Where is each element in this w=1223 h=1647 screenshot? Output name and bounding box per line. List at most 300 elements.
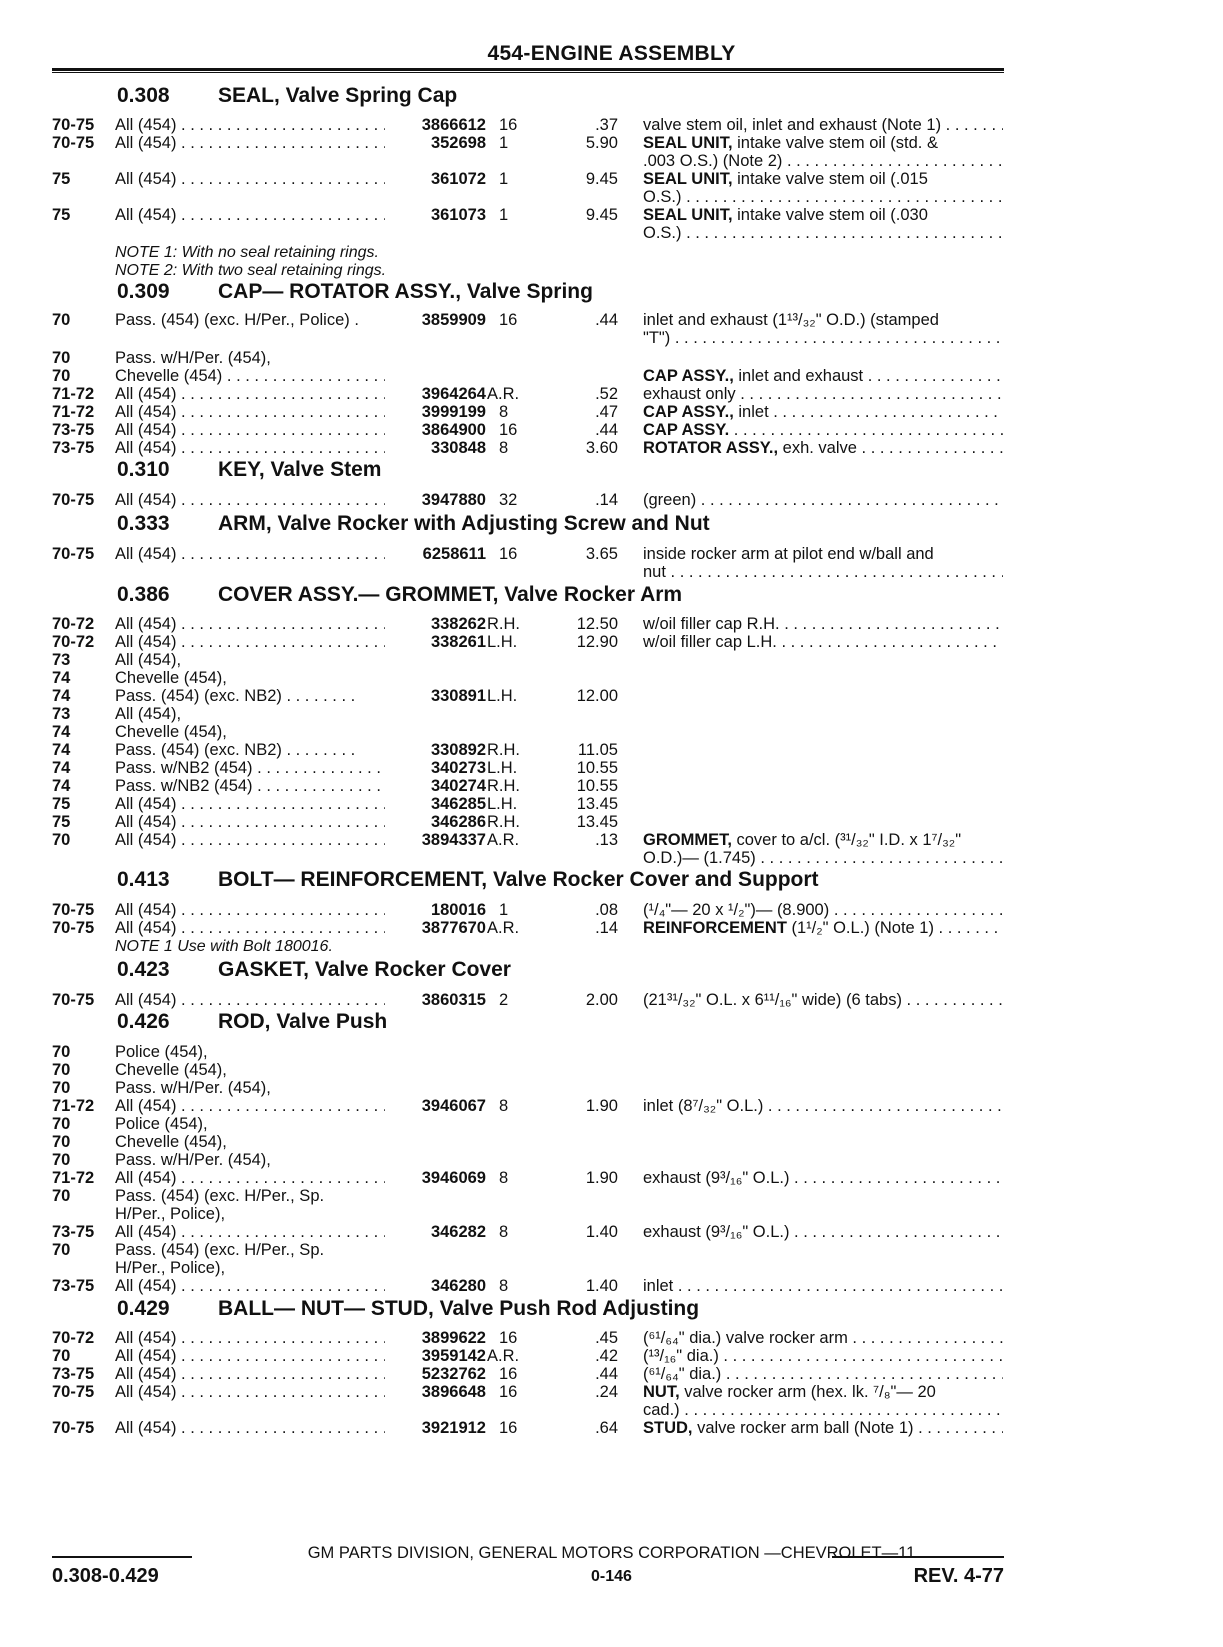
part-suffix: A.R. [487,831,520,849]
section-heading [0,1010,1223,1036]
remark [643,206,1003,225]
section-title: BOLT— REINFORCEMENT, Valve Rocker Cover and Support [218,868,819,891]
model-year: 70 [52,1061,71,1079]
quantity: 8 [499,1223,509,1241]
parts-row [0,705,1223,724]
application-desc: All (454) . . . [115,403,385,422]
remark-text: (green) [643,491,697,509]
section-note: NOTE 1: With no seal retaining rings. [115,244,379,261]
application-desc: All (454) . . . [115,813,385,832]
application-desc: All (454) . . . [115,633,385,652]
application-desc: All (454) . . . [115,615,385,634]
application-desc: Pass. (454) (exc. NB2) . . . . . . . . [115,741,356,759]
model-year: 71-72 [52,385,95,403]
remark-part-name: REINFORCEMENT [643,919,787,937]
part-number: 361072 [430,170,486,188]
price: .47 [595,403,618,421]
remark-text: w/oil filler cap R.H. [643,615,780,633]
parts-row [0,1241,1223,1260]
parts-row [0,723,1223,742]
footer-division: GM PARTS DIVISION, GENERAL MOTORS CORPORATION —CHEVROLET—11 [307,1544,916,1562]
section-title: BALL— NUT— STUD, Valve Push Rod Adjusting [218,1297,700,1320]
part-number: 3894337 [421,831,486,849]
part-number: 3866612 [421,116,486,134]
part-number: 3860315 [421,991,486,1009]
application-desc: All (454) . . . [115,1329,385,1348]
model-year: 74 [52,741,71,759]
quantity: 1 [499,901,509,919]
remark-part-name: SEAL UNIT, [643,206,733,224]
part-number: 330891 [430,687,486,705]
remark-part-name: ROTATOR ASSY., [643,439,779,457]
price: 10.55 [576,759,618,777]
section-title: ROD, Valve Push [218,1010,388,1033]
quantity: 16 [499,1419,518,1437]
application-desc: All (454) . . . [115,206,385,225]
footer-group-range: 0.308-0.429 [52,1565,159,1587]
part-number: 3859909 [421,311,486,329]
quantity: 16 [499,1383,518,1401]
application-desc: All (454) . . . [115,421,385,440]
application-desc: Pass. (454) (exc. H/Per., Police) . [115,311,359,329]
application-desc: All (454) . . . [115,170,385,189]
parts-row [0,1401,1223,1420]
quantity: 16 [499,1365,518,1383]
model-year: 70 [52,1115,71,1133]
parts-row [0,491,1223,510]
part-number: 361073 [430,206,486,224]
price: 5.90 [585,134,618,152]
remark [643,134,1003,153]
price: .52 [595,385,618,403]
model-year: 75 [52,795,71,813]
remark [643,545,1003,564]
model-year: 70-75 [52,901,95,919]
section-number: 0.333 [117,512,170,535]
parts-row [0,385,1223,404]
quantity: 1 [499,206,509,224]
section-heading [0,84,1223,110]
quantity: 16 [499,545,518,563]
model-year: 70-75 [52,919,95,937]
application-desc: Pass. w/NB2 (454) . . . [115,777,385,796]
parts-row [0,687,1223,706]
part-suffix: R.H. [487,813,520,831]
remark [643,1383,1003,1402]
part-suffix: A.R. [487,919,520,937]
part-number: 338261 [430,633,486,651]
price: .44 [595,311,618,329]
remark-text: (21³¹/₃₂" O.L. x 6¹¹/₁₆" wide) (6 tabs) [643,991,902,1009]
section-heading [0,1297,1223,1323]
remark-part-name: CAP ASSY. [643,421,730,439]
remark-text: O.D.)— (1.745) [643,849,756,867]
application-desc: Pass. (454) (exc. NB2) . . . . . . . . [115,687,356,705]
part-number: 3947880 [421,491,486,509]
model-year: 71-72 [52,1097,95,1115]
part-number: 346282 [430,1223,486,1241]
parts-row [0,206,1223,225]
parts-row [0,651,1223,670]
model-year: 70 [52,1133,71,1151]
parts-row [0,1347,1223,1366]
price: 3.60 [585,439,618,457]
price: 12.90 [576,633,618,651]
model-year: 73 [52,651,71,669]
remark-text: (1¹/₂" O.L.) (Note 1) [786,919,934,937]
remark [643,188,1003,207]
section-heading [0,458,1223,484]
remark-text: inlet [733,403,769,421]
remark [643,311,1003,330]
page-title: 454-ENGINE ASSEMBLY [487,42,736,65]
section-heading [0,512,1223,538]
model-year: 70-75 [52,1383,95,1401]
model-year: 70 [52,1347,71,1365]
application-desc: Police (454), [115,1115,208,1133]
remark-text: valve rocker arm (hex. lk. ⁷/₈"— 20 [679,1383,936,1401]
price: .45 [595,1329,618,1347]
header-rule [52,68,1004,73]
remark-text: intake valve stem oil (.030 [732,206,928,224]
part-number: 352698 [430,134,486,152]
part-number: 3999199 [421,403,486,421]
price: .42 [595,1347,618,1365]
parts-row [0,901,1223,920]
part-number: 5232762 [421,1365,486,1383]
section-number: 0.423 [117,958,170,981]
model-year: 73-75 [52,439,95,457]
remark [643,1277,1003,1296]
remark [643,152,1003,171]
quantity: 2 [499,991,509,1009]
parts-row [0,421,1223,440]
model-year: 75 [52,170,71,188]
part-number: 180016 [430,901,486,919]
parts-row [0,813,1223,832]
remark-text: inlet (8⁷/₃₂" O.L.) [643,1097,764,1115]
remark [643,1419,1003,1438]
parts-row [0,367,1223,386]
model-year: 74 [52,723,71,741]
section-heading [0,583,1223,609]
application-desc: All (454) . . . [115,134,385,153]
remark-text: (⁶¹/₆₄" dia.) [643,1365,722,1383]
parts-row [0,1383,1223,1402]
part-number: 340274 [430,777,486,795]
section-title: CAP— ROTATOR ASSY., Valve Spring [218,280,593,303]
remark [643,831,1003,850]
parts-row [0,1223,1223,1242]
remark [643,224,1003,243]
price: 9.45 [585,170,618,188]
remark-text: (¹/₄"— 20 x ¹/₂")— (8.900) [643,901,830,919]
model-year: 70 [52,1079,71,1097]
section-note: NOTE 2: With two seal retaining rings. [115,262,387,279]
application-desc: All (454) . . . [115,545,385,564]
application-desc: All (454) . . . [115,1383,385,1402]
part-number: 3946069 [421,1169,486,1187]
application-desc: Chevelle (454), [115,1133,227,1151]
remark [643,1347,1003,1366]
price: 13.45 [576,795,618,813]
price: .44 [595,1365,618,1383]
section-number: 0.310 [117,458,170,481]
model-year: 74 [52,759,71,777]
remark [643,1223,1003,1242]
remark-text: (¹³/₁₆" dia.) [643,1347,719,1365]
section-title: ARM, Valve Rocker with Adjusting Screw and Nut [218,512,710,535]
application-desc: All (454), [115,705,182,723]
parts-row [0,1043,1223,1062]
remark-text: cover to a/cl. (³¹/₃₂" I.D. x 1⁷/₃₂" [731,831,962,849]
price: .13 [595,831,618,849]
parts-row [0,919,1223,938]
parts-row [0,170,1223,189]
price: 1.90 [585,1169,618,1187]
model-year: 70 [52,1187,71,1205]
part-number: 3864900 [421,421,486,439]
price: .44 [595,421,618,439]
parts-row [0,1151,1223,1170]
model-year: 70-72 [52,633,95,651]
part-suffix: L.H. [487,759,518,777]
application-desc: Chevelle (454), [115,1061,227,1079]
application-desc: Pass. (454) (exc. H/Per., Sp. [115,1187,325,1205]
part-number: 346286 [430,813,486,831]
model-year: 70 [52,831,71,849]
remark-text: inlet [643,1277,674,1295]
application-desc: All (454) . . . [115,1097,385,1116]
remark-text: exhaust only [643,385,736,403]
application-desc: Pass. w/H/Per. (454), [115,1079,271,1097]
remark-text: valve rocker arm ball (Note 1) [692,1419,914,1437]
quantity: 32 [499,491,518,509]
remark [643,1329,1003,1348]
model-year: 70-72 [52,615,95,633]
model-year: 70-75 [52,545,95,563]
remark-text: exh. valve [778,439,857,457]
remark-text: intake valve stem oil (.015 [732,170,928,188]
parts-row [0,669,1223,688]
model-year: 70-75 [52,491,95,509]
remark [643,615,1003,634]
parts-row [0,349,1223,368]
section-number: 0.413 [117,868,170,891]
parts-row [0,1259,1223,1278]
parts-row [0,329,1223,348]
application-desc: All (454) . . . [115,385,385,404]
application-desc: All (454) . . . [115,116,385,135]
application-desc: All (454) . . . [115,1365,385,1384]
model-year: 71-72 [52,1169,95,1187]
remark-text: (⁶¹/₆₄" dia.) valve rocker arm [643,1329,848,1347]
model-year: 75 [52,813,71,831]
parts-row [0,1277,1223,1296]
model-year: 74 [52,777,71,795]
section-number: 0.426 [117,1010,170,1033]
remark-text: cad.) [643,1401,680,1419]
model-year: 70-72 [52,1329,95,1347]
remark-part-name: CAP ASSY., [643,367,734,385]
price: .37 [595,116,618,134]
parts-row [0,1169,1223,1188]
application-desc: Pass. w/NB2 (454) . . . [115,759,385,778]
remark [643,1365,1003,1384]
quantity: 8 [499,1097,509,1115]
model-year: 70-75 [52,1419,95,1437]
parts-row [0,1187,1223,1206]
application-desc: All (454) . . . [115,1223,385,1242]
part-suffix: A.R. [487,1347,520,1365]
model-year: 74 [52,669,71,687]
quantity: 8 [499,1277,509,1295]
price: .24 [595,1383,618,1401]
price: .08 [595,901,618,919]
parts-row [0,849,1223,868]
price: 11.05 [577,741,618,759]
remark-text: "T") [643,329,671,347]
remark-part-name: SEAL UNIT, [643,134,733,152]
remark [643,421,1003,440]
parts-row [0,831,1223,850]
part-number: 3946067 [421,1097,486,1115]
part-number: 3921912 [421,1419,486,1437]
model-year: 70 [52,311,71,329]
model-year: 75 [52,206,71,224]
quantity: 16 [499,1329,518,1347]
remark-text: inside rocker arm at pilot end w/ball and [643,545,934,563]
part-number: 330892 [430,741,486,759]
part-number: 338262 [430,615,486,633]
remark-text: exhaust (9³/₁₆" O.L.) [643,1169,790,1187]
parts-row [0,152,1223,171]
price: 1.40 [585,1277,618,1295]
application-desc: All (454) . . . [115,1347,385,1366]
remark-text: exhaust (9³/₁₆" O.L.) [643,1223,790,1241]
price: 10.55 [576,777,618,795]
parts-row [0,403,1223,422]
footer-revision: REV. 4-77 [913,1565,1004,1587]
application-desc: All (454) . . . [115,795,385,814]
parts-row [0,991,1223,1010]
parts-row [0,1079,1223,1098]
price: 3.65 [585,545,618,563]
price: 13.45 [576,813,618,831]
section-title: GASKET, Valve Rocker Cover [218,958,511,981]
part-suffix: L.H. [487,633,518,651]
price: 9.45 [585,206,618,224]
part-number: 3899622 [421,1329,486,1347]
remark-part-name: STUD, [643,1419,693,1437]
parts-row [0,439,1223,458]
model-year: 70 [52,1043,71,1061]
model-year: 70 [52,1151,71,1169]
parts-row [0,1061,1223,1080]
section-note: NOTE 1 Use with Bolt 180016. [115,938,333,955]
price: 2.00 [585,991,618,1009]
remark-text: O.S.) [643,224,682,242]
price: 1.40 [585,1223,618,1241]
remark [643,1401,1003,1420]
quantity: 16 [499,421,518,439]
application-desc: All (454) . . . [115,991,385,1010]
remark [643,563,1003,582]
application-desc: All (454) . . . [115,1419,385,1438]
remark-text: inlet and exhaust (1¹³/₃₂" O.D.) (stamped [643,311,939,329]
parts-row [0,741,1223,760]
section-number: 0.308 [117,84,170,107]
parts-row [0,615,1223,634]
parts-row [0,1365,1223,1384]
model-year: 73 [52,705,71,723]
section-heading [0,958,1223,984]
parts-row [0,759,1223,778]
remark-text: valve stem oil, inlet and exhaust (Note 1) [643,116,942,134]
section-heading [0,280,1223,306]
remark-part-name: CAP ASSY., [643,403,734,421]
parts-row [0,116,1223,135]
model-year: 73-75 [52,1277,95,1295]
part-suffix: A.R. [487,385,520,403]
parts-row [0,311,1223,330]
part-number: 346285 [430,795,486,813]
remark-text: intake valve stem oil (std. & [732,134,938,152]
application-desc: All (454) . . . [115,1169,385,1188]
price: 12.00 [576,687,618,705]
parts-row [0,563,1223,582]
remark [643,1097,1003,1116]
remark [643,385,1003,404]
price: .14 [595,919,618,937]
remark [643,919,1003,938]
application-desc: All (454) . . . [115,439,385,458]
parts-row [0,545,1223,564]
remark [643,329,1003,348]
section-number: 0.386 [117,583,170,606]
price: .64 [595,1419,618,1437]
section-title: KEY, Valve Stem [218,458,382,481]
model-year: 70 [52,349,71,367]
parts-row [0,224,1223,243]
remark-part-name: GROMMET, [643,831,732,849]
remark [643,991,1003,1010]
quantity: 16 [499,116,518,134]
parts-row [0,1419,1223,1438]
parts-row [0,188,1223,207]
remark [643,170,1003,189]
application-desc: H/Per., Police), [115,1259,226,1277]
parts-row [0,777,1223,796]
price: 1.90 [585,1097,618,1115]
parts-row [0,795,1223,814]
remark [643,403,1003,422]
parts-row [0,1097,1223,1116]
quantity: 8 [499,439,509,457]
section-heading [0,868,1223,894]
application-desc: All (454) . . . [115,831,385,850]
section-number: 0.309 [117,280,170,303]
price: 12.50 [576,615,618,633]
model-year: 74 [52,687,71,705]
remark-text: .003 O.S.) (Note 2) [643,152,783,170]
application-desc: Chevelle (454), [115,723,227,741]
model-year: 73-75 [52,1365,95,1383]
model-year: 70 [52,367,71,385]
part-number: 3877670 [421,919,486,937]
part-number: 3959142 [421,1347,486,1365]
application-desc: All (454) . . . [115,919,385,938]
